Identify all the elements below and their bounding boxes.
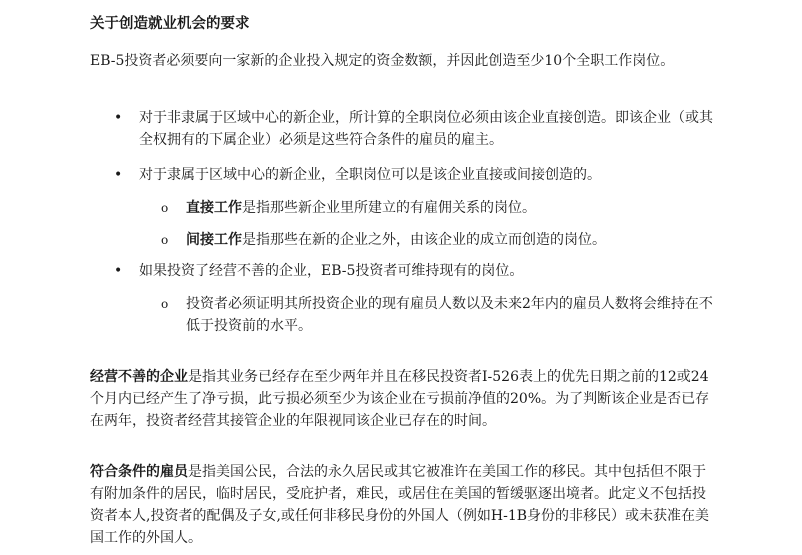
bullet-marker: • bbox=[114, 263, 123, 279]
intro-paragraph: EB-5投资者必须要向一家新的企业投入规定的资金数额，并因此创造至少10个全职工作岗位。 bbox=[90, 53, 675, 69]
bullet-text: 如果投资了经营不善的企业，EB-5投资者可维持现有的岗位。 bbox=[139, 263, 524, 279]
bullet-marker: • bbox=[114, 167, 123, 183]
sub-bullet-marker: o bbox=[161, 233, 169, 247]
definition-indirect-jobs: 是指那些在新的企业之外，由该企业的成立而创造的岗位。 bbox=[242, 232, 606, 248]
troubled-business-definition bbox=[90, 366, 718, 432]
definition-direct-jobs: 是指那些新企业里所建立的有雇佣关系的岗位。 bbox=[242, 200, 536, 216]
sub-bullet-employee-count bbox=[161, 293, 716, 337]
sub-bullet-marker: o bbox=[161, 201, 169, 215]
bullet-item-regional bbox=[114, 164, 719, 186]
bullet-text: 对于非隶属于区域中心的新企业，所计算的全职岗位必须由该企业直接创造。即该企业（或其全权拥有的下属企业）必须是这些符合条件的雇员的雇主。 bbox=[139, 110, 713, 148]
definition-troubled-business: 是指其业务已经存在至少两年并且在移民投资者I-526表上的优先日期之前的12或24个月内已经产生了净亏损，此亏损必须至少为该企业在亏损前净值的20%。为了判断该企业是否已存在两年，投资者经营其接管企业的年限视同该企业已存在的时间。 bbox=[90, 369, 710, 429]
term-indirect-jobs: 间接工作 bbox=[186, 232, 242, 248]
term-troubled-business: 经营不善的企业 bbox=[90, 369, 188, 385]
definition-qualifying-employee: 是指美国公民，合法的永久居民或其它被准许在美国工作的移民。其中包括但不限于有附加条件的居民，临时居民，受庇护者，难民，或居住在美国的暂缓驱逐出境者。此定义不包括投资者本人,投资者的配偶及子女,或任何非移民身份的外国人（例如H-1B身份的非移民）或未获准在美国工作的外国人。 bbox=[90, 464, 710, 546]
sub-bullet-marker: o bbox=[161, 297, 169, 311]
term-qualifying-employee: 符合条件的雇员 bbox=[90, 464, 188, 480]
bullet-item-non-regional bbox=[114, 107, 719, 151]
sub-bullet-indirect-jobs bbox=[161, 229, 716, 251]
bullet-text: 对于隶属于区域中心的新企业，全职岗位可以是该企业直接或间接创造的。 bbox=[139, 167, 601, 183]
bullet-marker: • bbox=[114, 110, 123, 126]
qualifying-employee-definition bbox=[90, 461, 718, 549]
sub-bullet-text: 投资者必须证明其所投资企业的现有雇员人数以及未来2年内的雇员人数将会维持在不低于投资前的水平。 bbox=[186, 296, 713, 334]
section-heading: 关于创造就业机会的要求 bbox=[90, 16, 250, 32]
term-direct-jobs: 直接工作 bbox=[186, 200, 242, 216]
sub-bullet-direct-jobs bbox=[161, 197, 716, 219]
bullet-item-troubled-business bbox=[114, 260, 719, 282]
